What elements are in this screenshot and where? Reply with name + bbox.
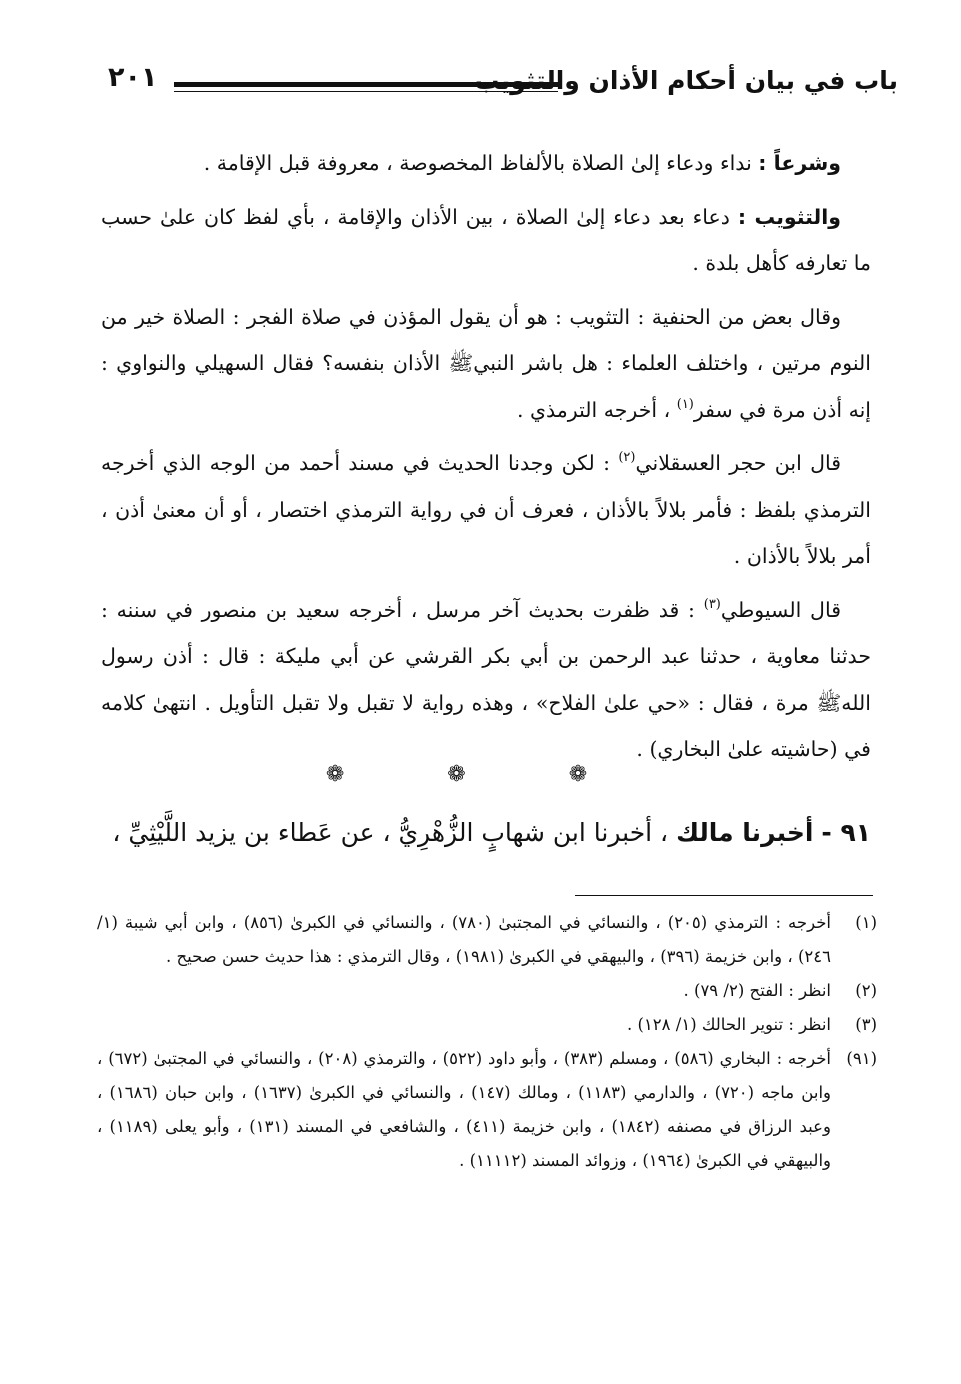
paragraph-text: وقال بعض من الحنفية : التثويب : هو أن يقول المؤذن في صلاة الفجر : الصلاة خير من النوم مرتين ، واختلف العلماء : هل باشر النبيﷺ الأذان بنفسه؟ فقال السهيلي والنواوي : إنه أذن مرة في سفر [101, 304, 871, 422]
paragraph-ibn-hajar [101, 440, 871, 580]
header-rule-thick [174, 82, 558, 87]
paragraph-suyuti [101, 587, 871, 773]
footnote-text: أخرجه : الترمذي (٢٠٥) ، والنسائي في المجتبىٰ (٧٨٠) ، والنسائي في الكبرىٰ (٨٥٦) ، وابن أبي شيبة (١/ ٢٤٦) ، وابن خزيمة (٣٩٦) ، والبيهقي في الكبرىٰ (١٩٨١) ، وقال الترمذي : هذا حديث حسن صحيح . [97, 913, 831, 966]
hadith-lead: أخبرنا مالك [676, 818, 814, 847]
paragraph-text: : قد ظفرت بحديث آخر مرسل ، أخرجه سعيد بن منصور في سننه : حدثنا معاوية ، حدثنا عبد الرحمن بن أبي بكر القرشي عن أبي مليكة : قال : أذن رسول اللهﷺ مرة ، فقال : «حي علىٰ الفلاح» ، وهذه رواية لا تقبل ولا تقبل التأويل . انتهىٰ كلامه في (حاشيته علىٰ البخاري) . [101, 597, 871, 761]
paragraph-text: دعاء بعد دعاء إلىٰ الصلاة ، بين الأذان والإقامة ، بأي لفظ كان علىٰ حسب ما تعارفه كأهل بلدة . [101, 204, 871, 275]
paragraph-text: ، أخرجه الترمذي . [516, 397, 677, 422]
footnote-number: (٢) [855, 981, 877, 1000]
section-separator: ❁ ❁ ❁ [325, 762, 636, 787]
footnote-ref-2[interactable]: (٢) [618, 450, 636, 465]
paragraph-text: قال ابن حجر العسقلاني [635, 451, 842, 475]
hadith-text: ، أخبرنا ابن شهابٍ الزُّهْرِيُّ ، عن عَطاء بن يزيد اللَّيْثِيِّ ، [112, 818, 677, 847]
header-rule-thin [174, 91, 558, 92]
footnote-item [97, 906, 877, 974]
footnotes [97, 906, 877, 1178]
footnote-number: (١) [855, 913, 877, 932]
paragraph-text: : لكن وجدنا الحديث في مسند أحمد من الوجه الذي أخرجه الترمذي بلفظ : فأمر بلالاً بالأذان ، فعرف أن في رواية الترمذي اختصار ، أو أن معنىٰ أذن ، أمر بلالاً بالأذان . [101, 451, 871, 568]
paragraph-tathwib [101, 194, 871, 287]
chapter-title: باب في بيان أحكام الأذان والتثويب [474, 66, 898, 95]
paragraph-hanafiyya [101, 294, 871, 434]
paragraph-text: قال السيوطي [720, 597, 841, 622]
footnote-item [97, 1042, 877, 1178]
footnote-text: انظر : تنوير الحالك (١/ ١٢٨) . [626, 1015, 831, 1034]
footnote-item [97, 974, 877, 1008]
paragraph-shar-an [101, 140, 871, 187]
term-label: والتثويب : [737, 204, 841, 229]
term-label: وشرعاً : [758, 151, 841, 175]
footnote-number: (٩١) [846, 1049, 877, 1068]
footnote-number: (٣) [855, 1015, 877, 1034]
footnote-item [97, 1008, 877, 1042]
footnote-ref-3[interactable]: (٣) [703, 596, 721, 612]
footnote-divider [575, 895, 873, 896]
main-text [101, 140, 871, 780]
footnote-ref-1[interactable]: (١) [676, 396, 694, 412]
footnote-text: انظر : الفتح (٢/ ٧٩) . [683, 981, 831, 1000]
hadith-number: ٩١ - [821, 818, 871, 847]
page-header [108, 58, 898, 114]
hadith-91 [101, 808, 871, 858]
page-number: ٢٠١ [108, 62, 158, 93]
paragraph-text: نداء ودعاء إلىٰ الصلاة بالألفاظ المخصوصة ، معروفة قبل الإقامة . [203, 151, 759, 175]
footnote-text: أخرجه : البخاري (٥٨٦) ، ومسلم (٣٨٣) ، وأبو داود (٥٢٢) ، والترمذي (٢٠٨) ، والنسائي في المجتبىٰ (٦٧٢) ، وابن ماجه (٧٢٠) ، والدارمي (١١٨٣) ، ومالك (١٤٧) ، والنسائي في الكبرىٰ (١٦٣٧) ، وابن حبان (١٦٨٦) ، وعبد الرزاق في مصنفه (١٨٤٢) ، وابن خزيمة (٤١١) ، والشافعي في المسند (١٣١) ، وأبو يعلى (١١٨٩) ، والبيهقي في الكبرىٰ (١٩٦٤) ، وزوائد المسند (١١١١٢) . [97, 1049, 831, 1170]
